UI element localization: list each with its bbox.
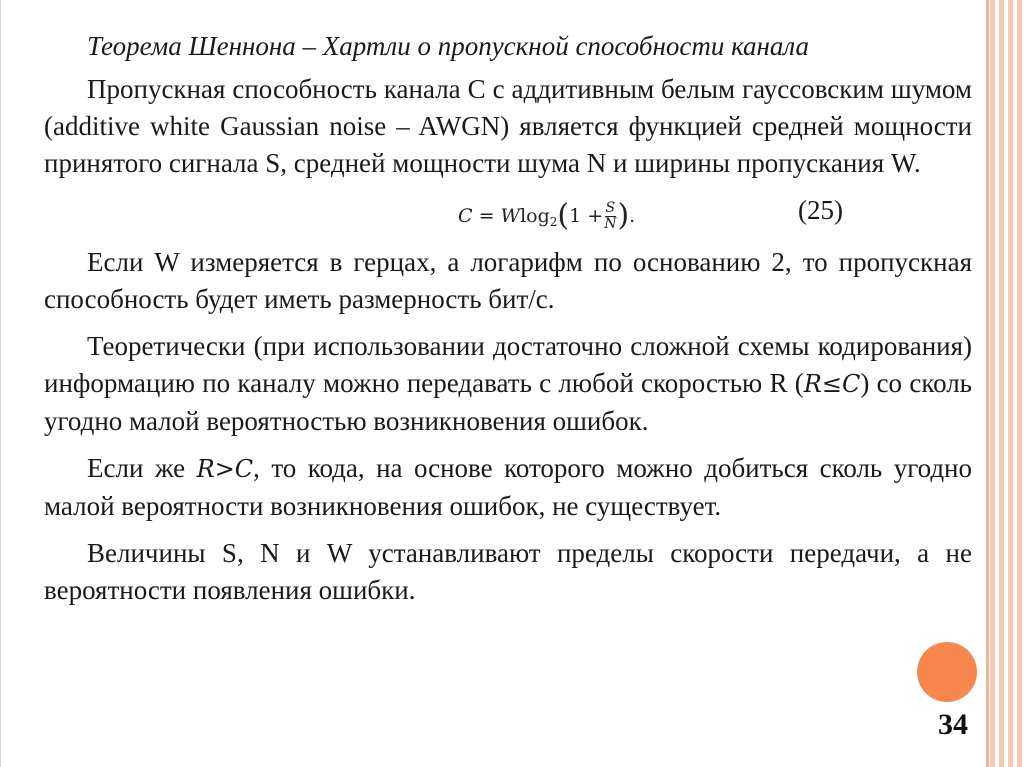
paragraph-theoretical-rate bbox=[44, 328, 972, 440]
p3-math-inequality: R≤C bbox=[803, 370, 861, 398]
paragraph-rate-exceeds-capacity bbox=[44, 450, 972, 525]
formula-lhs: C = W bbox=[458, 204, 521, 227]
formula-close-paren: ) bbox=[617, 198, 630, 233]
decorative-circle bbox=[917, 642, 977, 702]
formula-numerator: S bbox=[605, 199, 616, 216]
p4-math-inequality: R>C bbox=[196, 455, 254, 483]
formula-denominator: N bbox=[604, 215, 617, 232]
formula-log-base: 2 bbox=[549, 214, 558, 229]
formula-tail: . bbox=[629, 204, 636, 227]
slide-title: Теорема Шеннона – Хартли о пропускной способности канала bbox=[87, 31, 810, 61]
formula-log: log bbox=[520, 204, 550, 227]
p4-text-a: Если же bbox=[87, 453, 197, 483]
decorative-stripes bbox=[986, 0, 1024, 767]
p3-text-a: Теоретически (при использовании достаточно сложной схемы кодирования) информацию по каналу можно передавать с любой скоростью R ( bbox=[44, 331, 972, 398]
paragraph-capacity-definition: Пропускная способность канала C с аддитивным белым гауссовским шумом (additive white Gaussian noise – AWGN) является функцией средней мощности принятого сигнала S, средней мощности шума N и ширины пропускания W. bbox=[44, 74, 972, 178]
p3-text-b: ) со сколь угодно малой вероятностью возникновения ошибок. bbox=[44, 368, 972, 436]
formula-fraction bbox=[604, 201, 616, 232]
equation-number: (25) bbox=[798, 195, 843, 225]
formula-one-plus: 1 + bbox=[569, 204, 604, 227]
formula-row bbox=[44, 192, 972, 238]
slide-border bbox=[0, 0, 1, 767]
p4-text-b: , то кода, на основе которого можно добиться сколь угодно малой вероятности возникновения ошибок, не существует. bbox=[44, 453, 972, 521]
paragraph-limits: Величины S, N и W устанавливают пределы скорости передачи, а не вероятности появления ошибки. bbox=[44, 538, 972, 605]
page-number: 34 bbox=[938, 708, 968, 741]
formula-open-paren: ( bbox=[557, 198, 570, 233]
shannon-formula bbox=[458, 196, 635, 236]
paragraph-units: Если W измеряется в герцах, а логарифм по основанию 2, то пропускная способность будет иметь размерность бит/с. bbox=[44, 247, 972, 314]
slide-content bbox=[44, 28, 972, 619]
